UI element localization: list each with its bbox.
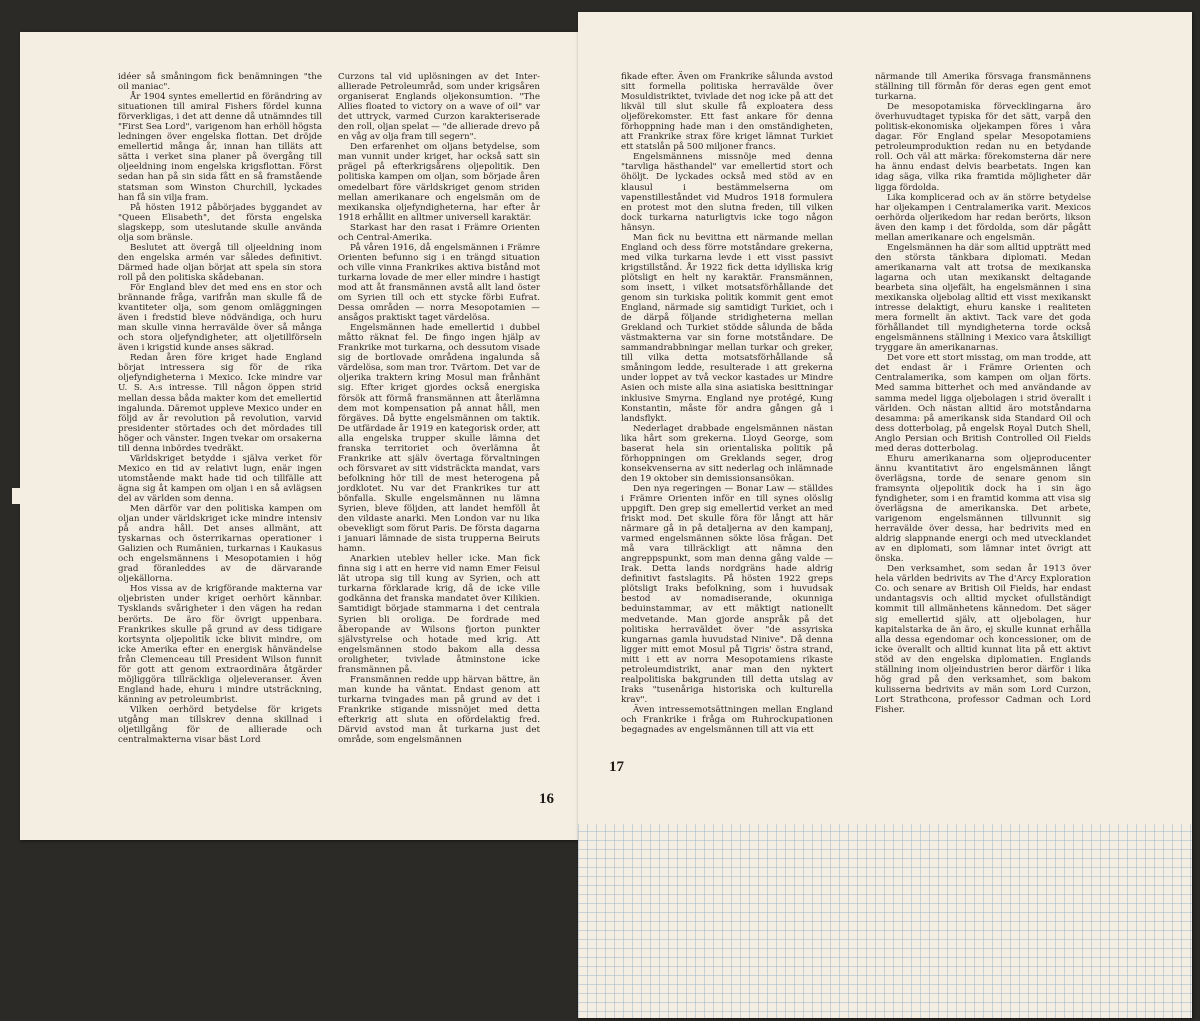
- right-page: [578, 12, 1192, 824]
- paragraph: Den verksamhet, som sedan år 1913 över hela världen bedrivits av The d'Arcy Exploration Co. och senare av British Oil Fields, har endast undantagsvis och alltid mycket ofullständigt kommit till allmänhetens kännedom. Det säger sig emellertid själv, att oljebolagen, hur kapitalstarka de än äro, ej skulle kunnat erhålla alla dessa egendomar och koncessioner, om de icke överallt och alltid kunnat lita på ett aktivt stöd av den engelska diplomatien. Englands ställning inom oljeindustrien beror därför i lika hög grad på den verksamhet, som bakom kulisserna bedrivits av män som Lord Curzon, Lort Strathcona, professor Cadman och Lord Fisher.: [875, 564, 1091, 715]
- text-column-left-1: [118, 72, 322, 745]
- paragraph: fikade efter. Även om Frankrike sålunda avstod sitt formella politiska herravälde över Mosuldistriktet, tvivlade det nog icke på att det likväl till slut skulle få exploatera dess oljeförekomster. Ett fast ankare för denna förhoppning hade man i den omständigheten, att Frankrike strax före kriget lämnat Turkiet ett statslån på 500 miljoner francs.: [621, 72, 833, 153]
- paragraph: Även intressemotsättningen mellan England och Frankrike i fråga om Ruhrockupationen begagnades av engelsmännen till att via ett: [621, 704, 833, 736]
- paragraph: Redan åren före kriget hade England börjat intressera sig för de rika oljefyndigheterna i Mexico. Icke mindre var U. S. A:s intresse. Till någon öppen strid mellan dessa båda makter kom det emellertid ingalunda. Däremot uppleve Mexico under en följd av år revolution på revolution, varvid presidenter störtades och det mördades till höger och vänster. Ingen tvekar om orsakerna till denna inbördes tvedräkt.: [118, 353, 322, 454]
- paragraph: Ehuru amerikanarna som oljeproducenter ännu kvantitativt äro engelsmännen långt överlägsna, torde de senare genom sin framsynta oljepolitik dock ha i sin ägo fyndigheter, som i en framtid komma att visa sig överlägsna de amerikanska. Det arbete, varigenom engelsmännen tillvunnit sig herravälde över dessa, har bedrivits med en aldrig slappnande energi och med utvecklandet av en diplomati, som lämnar intet övrigt att önska.: [875, 453, 1091, 565]
- right-page-grid-paper: [578, 12, 1192, 1018]
- paragraph: Curzons tal vid uplösningen av det Inter-allierade Petroleumråd, som under krigsåren organiserat Englands oljekonsumtion. "The Allies floated to victory on a wave of oil" var det uttryck, varmed Curzon karakteriserade den roll, oljan spelat — "de allierade drevo på en våg av olja fram till segern".: [338, 72, 540, 143]
- paragraph: Beslutet att övergå till oljeeldning inom den engelska armén var således definitivt. Därmed hade oljan börjat att spela sin stora roll på den politiska skådebanan.: [118, 242, 322, 283]
- paragraph: Starkast har den rasat i Främre Orienten och Central-Amerika.: [338, 222, 540, 243]
- paragraph: Världskriget betydde i själva verket för Mexico en tid av relativt lugn, enär ingen utomstående makt hade tid och tillfälle att ägna sig åt kampen om oljan i en så avlägsen del av världen som denna.: [118, 453, 322, 504]
- paragraph: Lika komplicerad och av än större betydelse har oljekampen i Centralamerika varit. Mexicos oerhörda oljerikedom har redan berörts, likson även den kamp i det fördolda, som där pågått mellan amerikanare och engelsmän.: [875, 192, 1091, 243]
- page-number-left: 16: [539, 791, 554, 807]
- paragraph: Man fick nu bevittna ett närmande mellan England och dess förre motståndare grekerna, med vilka turkarna levde i ett visst passivt krigstillstånd. År 1922 fick detta idylliska krig plötsligt en helt ny karaktär. Fransmännen, som insett, i vilket motsatsförhållande det genom sin turkiska politik kommit gent emot England, närmade sig samtidigt Turkiet, och i de därpå följande stridigheterna mellan Grekland och Turkiet stödde sålunda de båda västmakterna var sin forne motståndare. De sammandrabbningar mellan turkar och greker, till vilka detta motsatsförhållande så småningom ledde, resulterade i att grekerna under loppet av två veckor kastades ur Mindre Asien och miste alla sina asiatiska besittningar inklusive Smyrna. England nye protégé, Kung Konstantin, måste för andra gången gå i landsflykt.: [621, 232, 833, 424]
- left-page: [20, 32, 578, 840]
- paragraph: För England blev det med ens en stor och brännande fråga, varifrån man skulle få de kvantiteter olja, som genom omläggningen även i fredstid bleve nödvändiga, och huru man skulle vinna herravälde över så många och stora oljefyndigheter, att oljetillförseln även i krigstid kunde anses säkrad.: [118, 282, 322, 354]
- paragraph: På våren 1916, då engelsmännen i Främre Orienten befunno sig i en trängd situation och ville vinna Frankrikes aktiva bistånd mot turkarna lovade de mer eller mindre i hastigt mod att åt fransmännen avstå allt land öster om Syrien till och ett stycke förbi Eufrat. Dessa områden — norra Mesopotamien — ansågos praktiskt taget värdelösa.: [338, 242, 540, 324]
- paragraph: Fransmännen redde upp härvan bättre, än man kunde ha väntat. Endast genom att turkarna tvingades man på grund av det i Frankrike stigande missnöjet med detta efterkrig att sluta en ofördelaktig fred. Därvid avstod man åt turkarna just det område, som engelsmännen: [338, 674, 540, 746]
- paragraph: Men därför var den politiska kampen om oljan under världskriget icke mindre intensiv på andra håll. Det anses allmänt, att tyskarnas och österrikarnas operationer i Galizien och Rumänien, turkarnas i Kaukasus och engelsmännens i Mesopotamien i hög grad föranleddes av de därvarande oljekällorna.: [118, 504, 322, 585]
- paragraph: Engelsmännen hade emellertid i dubbel måtto räknat fel. De fingo ingen hjälp av Frankrike mot turkarna, och dessutom visade sig de bortlovade områdena ingalunda så värdelösa, som man tror. Tvärtom. Det var de oljerika traktern kring Mosul man frånhänt sig. Efter kriget gjordes också energiska försök att förmå fransmännen att återlämna dem mot kompensation på annat håll, men förgäves. Då bytte engelsmännen om taktik. De utfärdade år 1919 en kategorisk order, att alla engelska trupper skulle lämna det franska territoriet och överlämna åt Frankrike att själv övertaga förvaltningen och försvaret av sitt vidsträckta mandat, vars befolkning hör till de mest heterogena på jordklotet. Nu var det Frankrikes tur att bönfalla. Skulle engelsmännen nu lämna Syrien, bleve följden, att landet hemföll åt den vildaste anarki. Men London var nu lika obevekligt som förut Paris. De första dagarna i januari lämnade de sista trupperna Beiruts hamn.: [338, 323, 540, 555]
- text-column-left-2: [338, 72, 540, 745]
- paragraph: Det vore ett stort misstag, om man trodde, att det endast är i Främre Orienten och Centralamerika, som kampen om oljan förts. Med samma bitterhet och med användande av samma medel ligga oljebolagen i strid överallt i världen. Och nästan alltid äro motståndarna desamma: på amerikansk sida Standard Oil och dess dotterbolag, på engelsk Royal Dutch Shell, Anglo Persian och British Controlled Oil Fields med deras dotterbolag.: [875, 353, 1091, 454]
- paragraph: På hösten 1912 påbörjades byggandet av "Queen Elisabeth", det första engelska slagskepp, som uteslutande skulle använda olja som bränsle.: [118, 202, 322, 243]
- paragraph: Den erfarenhet om oljans betydelse, som man vunnit under kriget, har också satt sin prägel på efterkrigsårens oljepolitik. Den politiska kampen om oljan, som började åren omedelbart före världskriget genom striden mellan amerikanare och engelsmän om de mexikanska oljefyndigheterna, har efter år 1918 erhållit en alltmer universell karaktär.: [338, 142, 540, 223]
- paragraph: idéer så småningom fick benämningen "the oil maniac".: [118, 72, 322, 93]
- paragraph: De mesopotamiska förvecklingarna äro överhuvudtaget typiska för det sätt, varpå den politisk-ekonomiska oljekampen föres i våra dagar. För England spelar Mesopotamiens petroleumproduktion redan nu en betydande roll. Och väl att märka: förekomsterna där nere ha ännu endast delvis bearbetats. Ingen kan idag säga, vilka rika framtida möjligheter där ligga fördolda.: [875, 102, 1091, 193]
- paragraph: Den nya regeringen — Bonar Law — ställdes i Främre Orienten inför en till synes olöslig uppgift. Den grep sig emellertid verket an med friskt mod. Det skulle föra för långt att här närmare gå in på detaljerna av den kampanj, varmed engelsmännen sökte lösa frågan. Det må vara tillräckligt att nämna den angreppspunkt, som man denna gång valde — Irak. Detta lands nordgräns hade aldrig definitivt fastslagits. På hösten 1922 greps plötsligt Iraks befolkning, som i huvudsak bestod av nomadiserande, okunniga beduinstammar, av ett mäktigt nationellt medvetande. Man gjorde anspråk på det politiska herraväldet över "de assyriska kungarnas gamla huvudstad Ninive". Då denna ligger mitt emot Mosul på Tigris' östra strand, mitt i ett av norra Mesopotamiens rikaste petroleumdistrikt, anar man den nyktert realpolitiska bakgrunden till detta utslag av Iraks "tusenåriga historiska och kulturella krav".: [621, 483, 833, 705]
- paragraph: Vilken oerhörd betydelse för krigets utgång man tillskrev denna skillnad i oljetillgång för de allierade och centralmakterna visar bäst Lord: [118, 704, 322, 746]
- paragraph: Engelsmännens missnöje med denna "tarvliga hästhandel" var emellertid stort och öhöljt. De lyckades också med stöd av en klausul i bestämmelserna om vapenstilleståndet vid Mudros 1918 formulera en protest mot den slutna freden, till vilken dock turkarna naturligtvis icke togo någon hänsyn.: [621, 152, 833, 233]
- paragraph: Hos vissa av de krigförande makterna var oljebristen under kriget oerhört kännbar. Tysklands svårigheter i den vägen ha redan berörts. De äro för övrigt uppenbara. Frankrikes skulle på grund av dess tidigare kortsynta oljepolitik icke blivit mindre, om icke Amerika efter en energisk hänvändelse från Clemenceau till President Wilson funnit för gott att genom extraordinära åtgärder möjliggöra tillräckliga oljeleveranser. Även England hade, ehuru i mindre utsträckning, känning av petroleumbrist.: [118, 584, 322, 705]
- page-number-right: 17: [609, 759, 624, 775]
- paragraph: närmande till Amerika försvaga fransmännens ställning till förmån för deras egen gent emot turkarna.: [875, 72, 1091, 103]
- paragraph: År 1904 syntes emellertid en förändring av situationen till amiral Fishers fördel kunna förverkligas, i det att denne då utnämndes till "First Sea Lord", varigenom han erhöll högsta ledningen över engelska flottan. Det dröjde emellertid många år, innan han tilläts att sätta i verket sina planer på övergång till oljeeldning inom engelska krigsflottan. Först sedan han på sin sida fått en så framstående statsman som Winston Churchill, lyckades han få sin vilja fram.: [118, 92, 322, 203]
- text-column-right-2: [875, 72, 1091, 715]
- paragraph: Nederlaget drabbade engelsmännen nästan lika hårt som grekerna. Lloyd George, som baserat hela sin orientaliska politik på förhoppningen om Greklands seger, drog konsekvenserna av sitt nederlag och inlämnade den 19 oktober sin demissionsansökan.: [621, 423, 833, 484]
- page-edge-tab: [12, 488, 20, 504]
- paragraph: Anarkien uteblev heller icke. Man fick finna sig i att en herre vid namn Emer Feisul lät utropa sig till kung av Syrien, och att turkarna förklarade krig, då de icke ville godkänna det franska mandatet över Kilikien. Samtidigt började stammarna i det centrala Syrien bli oroliga. De fordrade med åberopande av Wilsons fjorton punkter självstyrelse och hotade med krig. Att engelsmännen stodo bakom alla dessa oroligheter, tvivlade åtminstone icke fransmännen på.: [338, 554, 540, 675]
- text-column-right-1: [621, 72, 833, 735]
- paragraph: Engelsmännen ha där som alltid uppträtt med den största tänkbara diplomati. Medan amerikanarna valt att trotsa de mexikanska lagarna och utan mexikanskt deltagande bearbeta sina oljefält, ha engelsmännen i sina mexikanska oljebolag alltid ett visst mexikanskt intresse delaktigt, ehuru kanske i realiteten mera formellt än aktivt. Tack vare det goda förhållandet till myndigheterna torde också engelsmännens ställning i Mexico vara åtskilligt tryggare än amerikanarnas.: [875, 242, 1091, 354]
